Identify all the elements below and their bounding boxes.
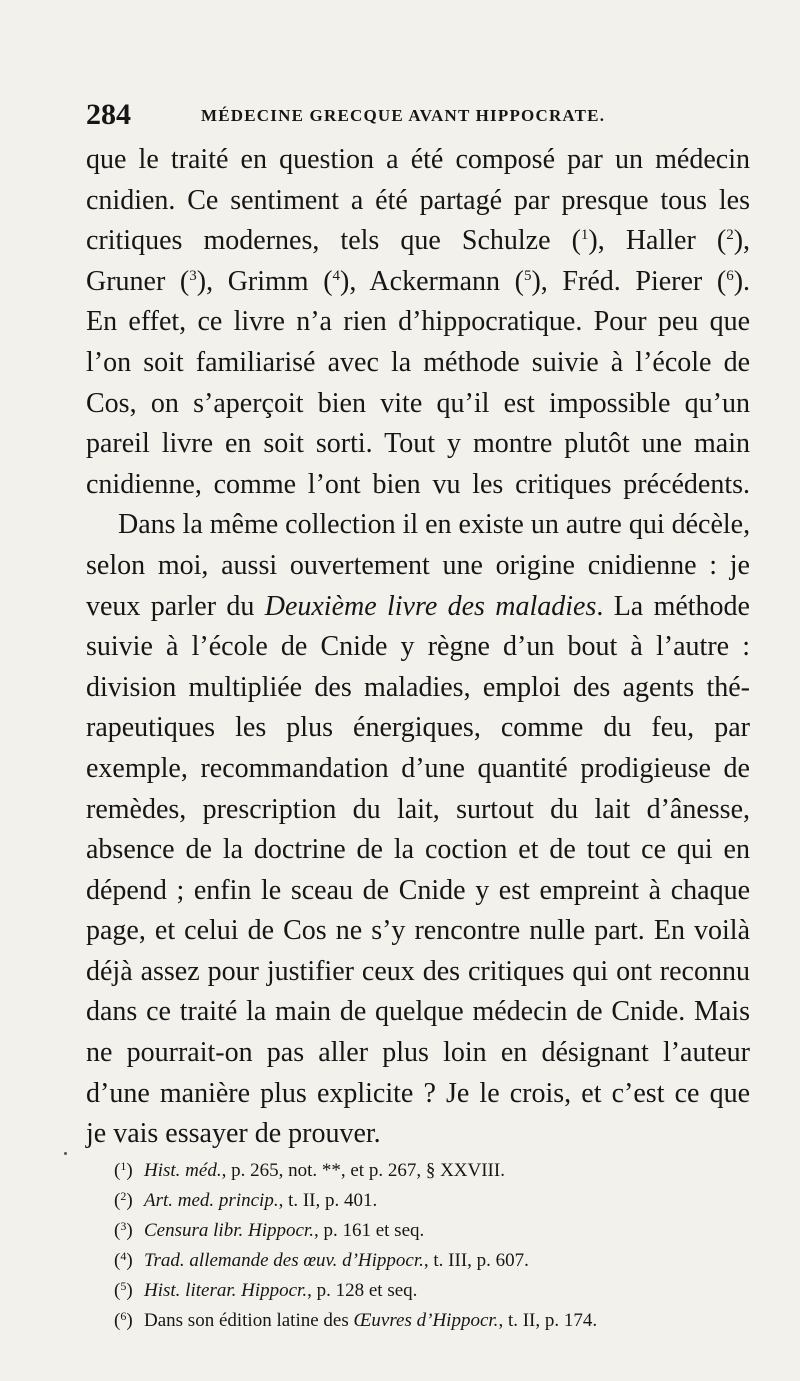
footnote: ($^5$) Hist. literar. Hippocr., p. 128 et seq. — [114, 1276, 754, 1306]
footnote: ($^6$) Dans son édition latine des Œuvres d’Hippocr., t. II, p. 174. — [114, 1306, 754, 1336]
text-line: selon moi, aussi ouvertement une origine cnidienne : je — [86, 549, 750, 581]
text-line: cnidien. Ce sentiment a été partagé par presque tous les — [86, 184, 750, 216]
footnote: ($^2$) Art. med. princip., t. II, p. 401. — [114, 1186, 754, 1216]
text-line: d’une manière plus explicite ? Je le crois, et c’est ce que — [86, 1077, 750, 1109]
footnote-ref: 2 — [726, 227, 734, 244]
footnote-number: ($^6$) — [114, 1309, 133, 1331]
body-text — [86, 140, 750, 1155]
text-line: suivie à l’école de Cnide y règne d’un bout à l’autre : — [86, 631, 750, 663]
footnote-number: ($^4$) — [114, 1249, 133, 1271]
footnote-number: ($^2$) — [114, 1189, 133, 1211]
text-line: veux parler du Deuxième livre des maladies. La méthode — [86, 590, 750, 622]
footnote: ($^4$) Trad. allemande des œuv. d’Hippocr., t. III, p. 607. — [114, 1246, 754, 1276]
print-mark — [64, 1152, 67, 1155]
text-line: l’on soit familiarisé avec la méthode suivie à l’école de — [86, 346, 750, 378]
footnote-number: ($^3$) — [114, 1219, 133, 1241]
footnote: ($^3$) Censura libr. Hippocr., p. 161 et seq. — [114, 1216, 754, 1246]
text-line: exemple, recommandation d’une quantité prodigieuse de — [86, 752, 750, 784]
text-line: absence de la doctrine de la coction et de tout ce qui en — [86, 834, 750, 866]
book-title: Deuxième livre des maladies — [264, 590, 597, 622]
text-line: page, et celui de Cos ne s’y rencontre nulle part. En voilà — [86, 915, 750, 947]
text-line: dans ce traité la main de quelque médecin de Cnide. Mais — [86, 996, 750, 1028]
footnote-number: ($^5$) — [114, 1279, 133, 1301]
page-header — [86, 95, 756, 135]
text-line: Gruner ($^3$), Grimm ($^4$), Ackermann ($^5$), Fréd. Pierer ($^6$). — [86, 265, 751, 297]
text-line: division multipliée des maladies, emploi des agents thé- — [86, 671, 750, 703]
text-line: remèdes, prescription du lait, surtout du lait d’ânesse, — [86, 793, 750, 825]
footnote-ref: 5 — [523, 267, 532, 284]
text-line: Cos, on s’aperçoit bien vite qu’il est impossible qu’un — [86, 387, 750, 419]
page-number: 284 — [86, 98, 131, 131]
running-title: MÉDECINE GRECQUE AVANT HIPPOCRATE. — [201, 106, 606, 125]
text-line: critiques modernes, tels que Schulze ($^1$), Haller ($^2$), — [86, 225, 751, 257]
paragraph-start-line: Dans la même collection il en existe un autre qui décèle, — [118, 509, 751, 541]
footnote-ref: 3 — [189, 267, 197, 284]
text-line: que le traité en question a été composé par un médecin — [86, 144, 750, 175]
text-line: je vais essayer de prouver. — [86, 1118, 381, 1150]
footnote-ref: 6 — [726, 267, 734, 284]
text-line: rapeutiques les plus énergiques, comme du feu, par — [86, 712, 750, 744]
footnotes — [114, 1156, 754, 1336]
text-line: cnidienne, comme l’ont bien vu les critiques précédents. — [86, 468, 750, 500]
text-line: En effet, ce livre n’a rien d’hippocratique. Pour peu que — [86, 306, 750, 338]
footnote-number: ($^1$) — [114, 1159, 133, 1181]
footnote-ref: 1 — [580, 227, 589, 244]
text-line: ne pourrait-on pas aller plus loin en désignant l’auteur — [86, 1037, 750, 1069]
text-line: pareil livre en soit sorti. Tout y montre plutôt une main — [86, 428, 750, 460]
footnote-ref: 4 — [332, 267, 341, 284]
text-line: déjà assez pour justifier ceux des critiques qui ont reconnu — [86, 955, 750, 987]
text-line: dépend ; enfin le sceau de Cnide y est empreint à chaque — [86, 874, 750, 906]
footnote: ($^1$) Hist. méd., p. 265, not. **, et p. 267, § XXVIII. — [114, 1156, 754, 1186]
